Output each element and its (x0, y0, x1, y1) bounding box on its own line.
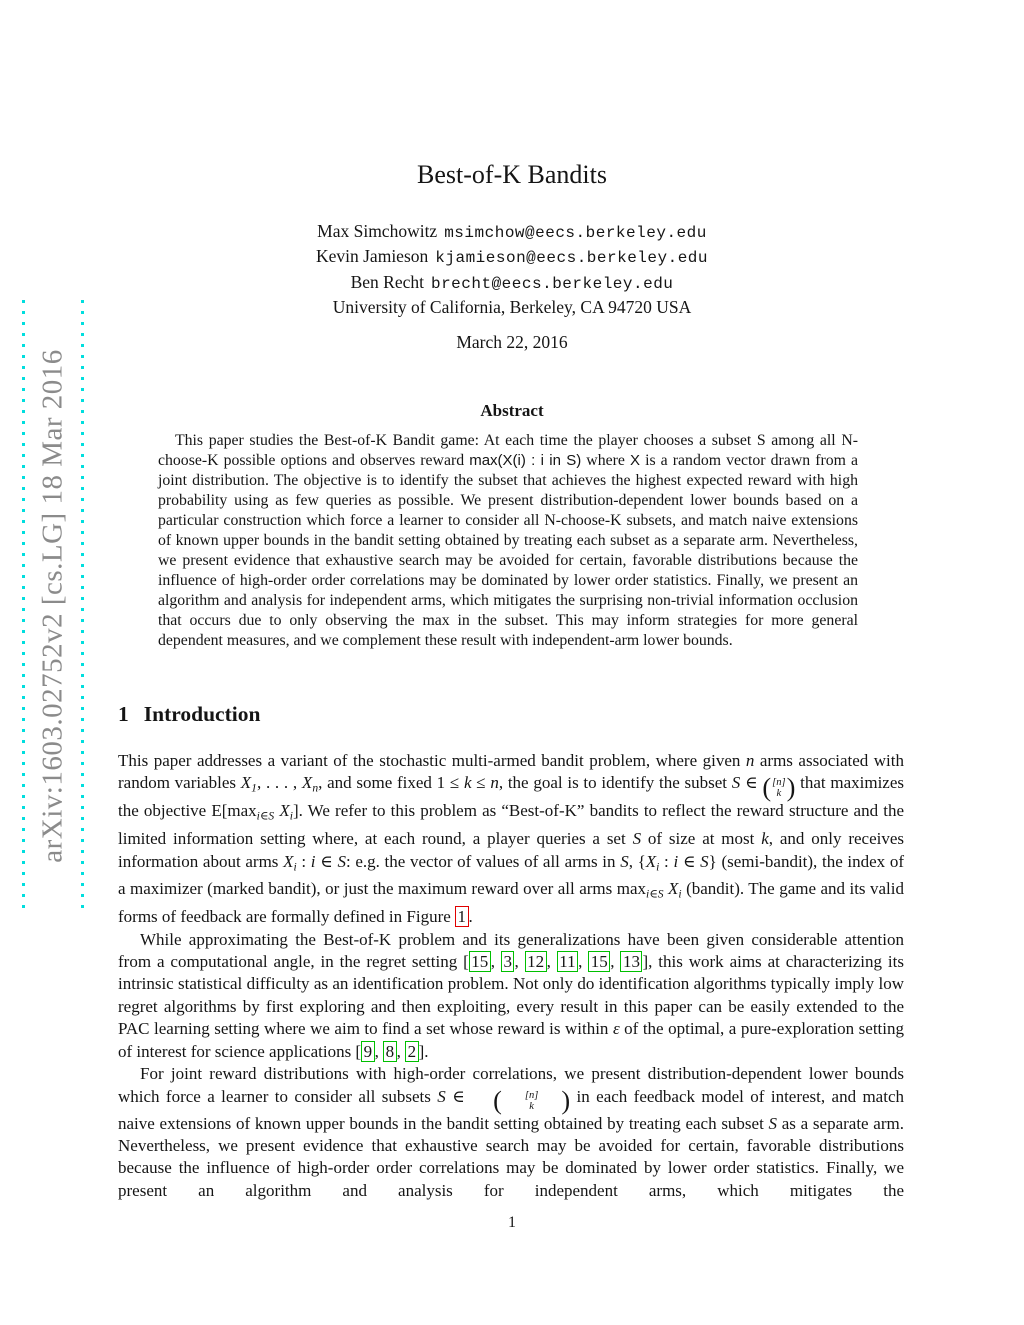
text-segment: arms associated with random variables (118, 751, 904, 793)
author-email: kjamieson@eecs.berkeley.edu (435, 249, 709, 268)
text-segment: , (514, 952, 525, 972)
text-segment: X (668, 879, 679, 899)
figure-ref-link[interactable]: 1 (455, 906, 469, 927)
citation-link[interactable]: 8 (383, 1041, 397, 1062)
text-segment: i (293, 859, 297, 873)
text-segment: X (283, 851, 294, 871)
text-segment: S (337, 851, 346, 871)
citation-link[interactable]: 15 (588, 951, 610, 972)
text-segment: This paper addresses a variant of the stochastic multi-armed bandit problem, where given (118, 751, 746, 770)
text-segment: (bandit). The game and its valid forms of feedback are formally defined in Figure (118, 879, 905, 927)
author-block (0, 220, 1024, 320)
text-segment: X (279, 801, 290, 821)
text-segment: ]. We refer to this problem as “Best-of-K” bandits to reflect the reward structure and the limited information setting where, at each round, a player queries a set (118, 801, 904, 849)
text-segment: S (700, 851, 709, 871)
watermark-dotted-border-right (81, 300, 84, 912)
page-number: 1 (508, 1214, 516, 1231)
text-segment: in each feedback model of interest, and match naive extensions of known upper bounds in the bandit setting obtained by treating each subset (118, 1086, 904, 1133)
text-segment: i (673, 851, 679, 871)
text-segment: , (396, 1041, 406, 1061)
text-segment: : (296, 851, 311, 871)
text-segment: of size at most (641, 829, 762, 849)
text-segment: i (310, 851, 316, 871)
text-segment: max(X(i) : i in S) (469, 452, 582, 469)
paper-date: March 22, 2016 (456, 332, 568, 352)
text-segment: ≤ (471, 773, 491, 793)
paragraph (118, 929, 904, 1063)
text-segment: is a random vector drawn from a joint distribution. The objective is to identify the subset that achieves the highest expected reward with high probability using as few queries as possible. We present distribution-dependent lower bounds based on a particular construction which force a learner to consider all N-choose-K subsets, and match naive extensions of known upper bounds in the bandit setting obtained by treating each subset as a separate arm. Nevertheless, we present evidence that exhaustive search may be avoided for certain, favorable distributions because the influence of high-order order correlations may be dominated by lower order statistics. Finally, we present an algorithm and analysis for independent arms, which mitigates the surprising non-trivial information occlusion that occurs due to only observing the max in the subset. This may inform strategies for more general dependent measures, and we complement these result with independent-arm lower bounds. (158, 452, 858, 649)
author-line (0, 245, 1024, 270)
text-segment: , (578, 952, 589, 972)
citation-link[interactable]: 11 (557, 951, 578, 972)
binomial-coefficient: ( [n] k ) (493, 1086, 571, 1116)
text-segment: n (745, 751, 755, 770)
paper-title: Best-of-K Bandits (417, 160, 607, 189)
paragraph (118, 750, 904, 929)
binomial-coefficient: ( [n] k ) (762, 773, 796, 803)
text-segment: , (610, 952, 621, 972)
arxiv-watermark-text[interactable]: arXiv:1603.02752v2 [cs.LG] 18 Mar 2016 (36, 349, 69, 863)
author-email: msimchow@eecs.berkeley.edu (444, 224, 707, 242)
affiliation: University of California, Berkeley, CA 94720 USA (332, 297, 692, 318)
text-segment: } (semi-bandit), the index of a maximizer (marked bandit), or just the maximum reward over all arms max (118, 851, 905, 899)
arxiv-watermark-link[interactable] (22, 300, 84, 912)
text-segment: , (490, 952, 501, 972)
text-segment: i∈S (256, 809, 275, 823)
text-segment: of the optimal, a pure-exploration setting of interest for science applications [ (118, 1019, 904, 1061)
text-segment: 1 (251, 781, 257, 795)
author-line (0, 220, 1024, 245)
text-segment: S (768, 1113, 778, 1133)
text-segment: ε (612, 1019, 620, 1039)
abstract-heading: Abstract (480, 401, 544, 420)
text-segment: where (581, 452, 630, 469)
citation-link[interactable]: 13 (620, 951, 642, 972)
text-segment: X (645, 851, 657, 871)
text-segment: S (437, 1086, 446, 1106)
text-segment: n (490, 773, 499, 793)
author-email: brecht@eecs.berkeley.edu (430, 274, 674, 293)
citation-link[interactable]: 15 (469, 951, 491, 972)
text-segment: , (546, 952, 557, 972)
text-segment: i (656, 859, 660, 873)
text-segment: n (312, 781, 319, 795)
text-segment: ∈ (315, 851, 338, 871)
citation-link[interactable]: 3 (501, 951, 515, 972)
text-segment: k (761, 829, 769, 849)
text-segment: For joint reward distributions with high-order correlations, we present distribution-dependent lower bounds which force a learner to consider all subsets (118, 1064, 904, 1106)
text-segment: : e.g. the vector of values of all arms in (345, 851, 621, 871)
text-segment: S (731, 773, 741, 793)
text-segment: ∈ (445, 1086, 472, 1106)
text-segment: S (632, 829, 642, 849)
text-segment: While approximating the Best-of-K problem and its generalizations have been given considerable attention from a computational angle, in the regret setting [ (118, 929, 904, 972)
text-segment: This paper studies the Best-of-K Bandit game: At each time the player chooses a subset S among all N-choose-K possible options and observes reward (158, 432, 858, 469)
section-number: 1 (118, 702, 129, 726)
text-segment: , . . . , (256, 773, 302, 793)
text-segment: ∈ (740, 773, 763, 793)
text-segment: that maximizes the objective E[max (118, 773, 904, 821)
author-name: Max Simchowitz (317, 221, 438, 241)
text-segment: ]. (418, 1041, 429, 1061)
section-heading (118, 702, 260, 727)
citation-link[interactable]: 9 (361, 1041, 375, 1062)
citation-link[interactable]: 2 (405, 1041, 419, 1062)
author-name: Kevin Jamieson (315, 246, 429, 267)
paragraph (118, 1063, 904, 1202)
text-segment: S (620, 851, 629, 871)
text-segment: i∈S (646, 887, 664, 901)
text-segment: X (629, 452, 640, 469)
citation-link[interactable]: 12 (525, 951, 547, 972)
text-segment: ], this work aims at characterizing its intrinsic statistical difficulty as an identification problem. Not only do identification algorithms typically imply low regret algorithms by first exploring and then exploiting, every result in this paper can be easily extended to the PAC learning setting where we aim to find a set whose reward is within (118, 952, 904, 1039)
author-name: Ben Recht (350, 271, 424, 292)
author-line (0, 271, 1024, 296)
section-title: Introduction (143, 702, 261, 726)
text-segment: i (678, 887, 682, 901)
introduction-body (118, 750, 904, 1202)
text-segment: . (468, 907, 473, 927)
text-segment: , the goal is to identify the subset (498, 773, 732, 793)
text-segment: , { (628, 851, 646, 871)
abstract-text (158, 431, 858, 651)
text-segment: k (463, 773, 472, 793)
text-segment: i (289, 809, 293, 823)
text-segment: X (301, 773, 313, 793)
text-segment: , and only receives information about arms (118, 829, 905, 871)
text-segment: , and some fixed 1 ≤ (318, 773, 464, 793)
text-segment: ∈ (678, 851, 701, 871)
text-segment: , (374, 1041, 384, 1061)
watermark-dotted-border-left (22, 300, 25, 912)
text-segment: X (240, 773, 252, 793)
text-segment: as a separate arm. Nevertheless, we present evidence that exhaustive search may be avoided for certain, favorable distributions because the influence of high-order order correlations may be dominated by lower order statistics. Finally, we present an algorithm and analysis for independent arms, which mitigates the (118, 1113, 904, 1200)
text-segment: : (659, 851, 674, 871)
